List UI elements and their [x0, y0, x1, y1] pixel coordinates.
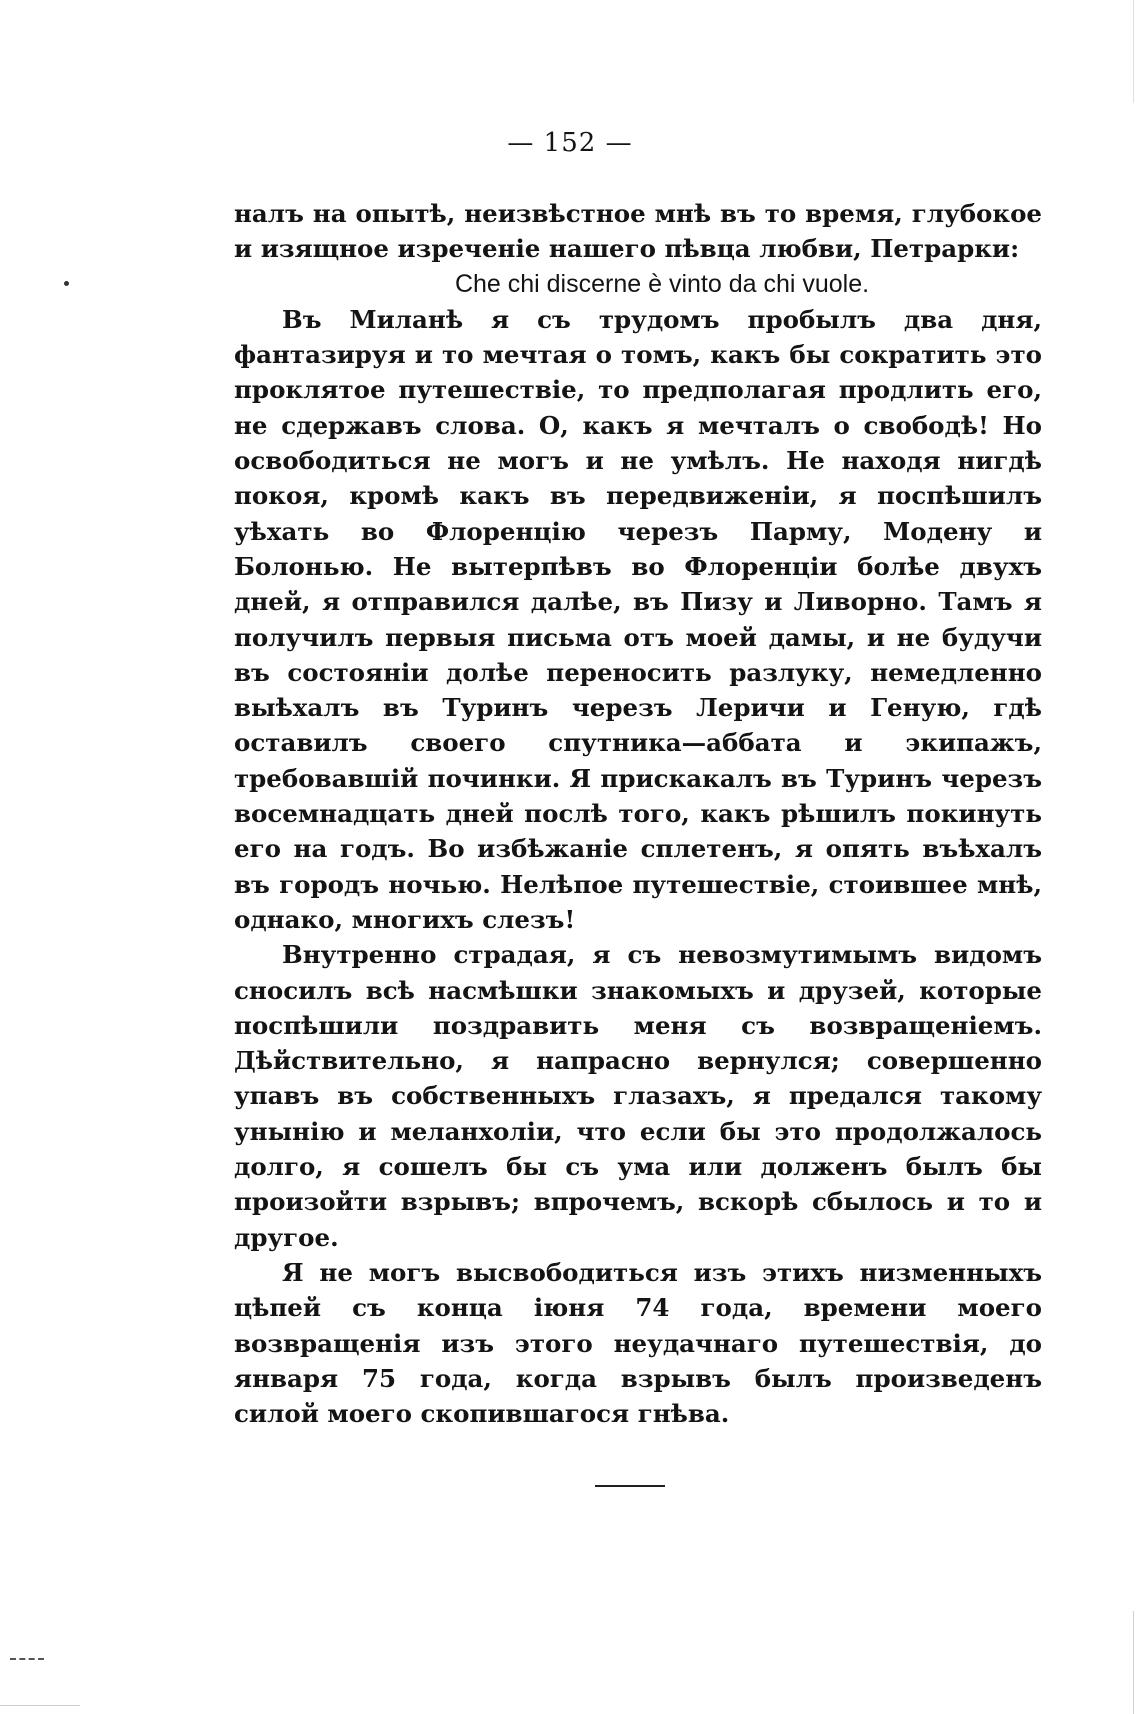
scan-artifact	[10, 1658, 44, 1663]
section-divider	[595, 1485, 665, 1487]
page-edge-bottom	[0, 1705, 80, 1706]
paragraph-suffering: Внутренно страдая, я съ невозмутимымъ видомъ сносилъ всѣ насмѣшки знакомыхъ и друзей, которые поспѣшили поздравить меня съ возвращеніемъ. Дѣйствительно, я напрасно вернулся; совершенно упавъ въ собственныхъ глазахъ, я предался такому унынію и меланхоліи, что если бы это продолжалось долго, я сошелъ бы съ ума или долженъ былъ бы произойти взрывъ; впрочемъ, вскорѣ сбылось и то и другое.	[234, 940, 1042, 1252]
paragraph-continuation: налъ на опытѣ, неизвѣстное мнѣ въ то время, глубокое и изящное изреченіе нашего пѣвца любви, Петрарки:	[234, 199, 1042, 264]
page-edge	[1133, 0, 1134, 1714]
margin-mark	[64, 281, 69, 286]
body-text	[234, 196, 1042, 1431]
petrarch-quote: Che chi discerne è vinto da chi vuole.	[454, 269, 870, 298]
paragraph-chains: Я не могъ высвободиться изъ этихъ низменныхъ цѣпей съ конца іюня 74 года, времени моего возвращенія изъ этого неудачнаго путешествія, до января 75 года, когда взрывъ былъ произведенъ силой моего скопившагося гнѣва.	[234, 1257, 1042, 1429]
paragraph-milan: Въ Миланѣ я съ трудомъ пробылъ два дня, фантазируя и то мечтая о томъ, какъ бы сократить это проклятое путешествіе, то предполагая продлить его, не сдержавъ слова. О, какъ я мечталъ о свободѣ! Но освободиться не могъ и не умѣлъ. Не находя нигдѣ покоя, кромѣ какъ въ передвиженіи, я поспѣшилъ уѣхать во Флоренцію черезъ Парму, Модену и Болонью. Не вытерпѣвъ во Флоренціи болѣе двухъ дней, я отправился далѣе, въ Пизу и Ливорно. Тамъ я получилъ первыя письма отъ моей дамы, и не будучи въ состояніи долѣе переносить разлуку, немедленно выѣхалъ въ Туринъ черезъ Леричи и Геную, гдѣ оставилъ своего спутника—аббата и экипажъ, требовавшій починки. Я прискакалъ въ Туринъ черезъ восемнадцать дней послѣ того, какъ рѣшилъ покинуть его на годъ. Во избѣжаніе сплетенъ, я опять въѣхалъ въ городъ ночью. Нелѣпое путешествіе, стоившее мнѣ, однако, многихъ слезъ!	[234, 304, 1042, 934]
page-number: — 152 —	[507, 128, 633, 158]
